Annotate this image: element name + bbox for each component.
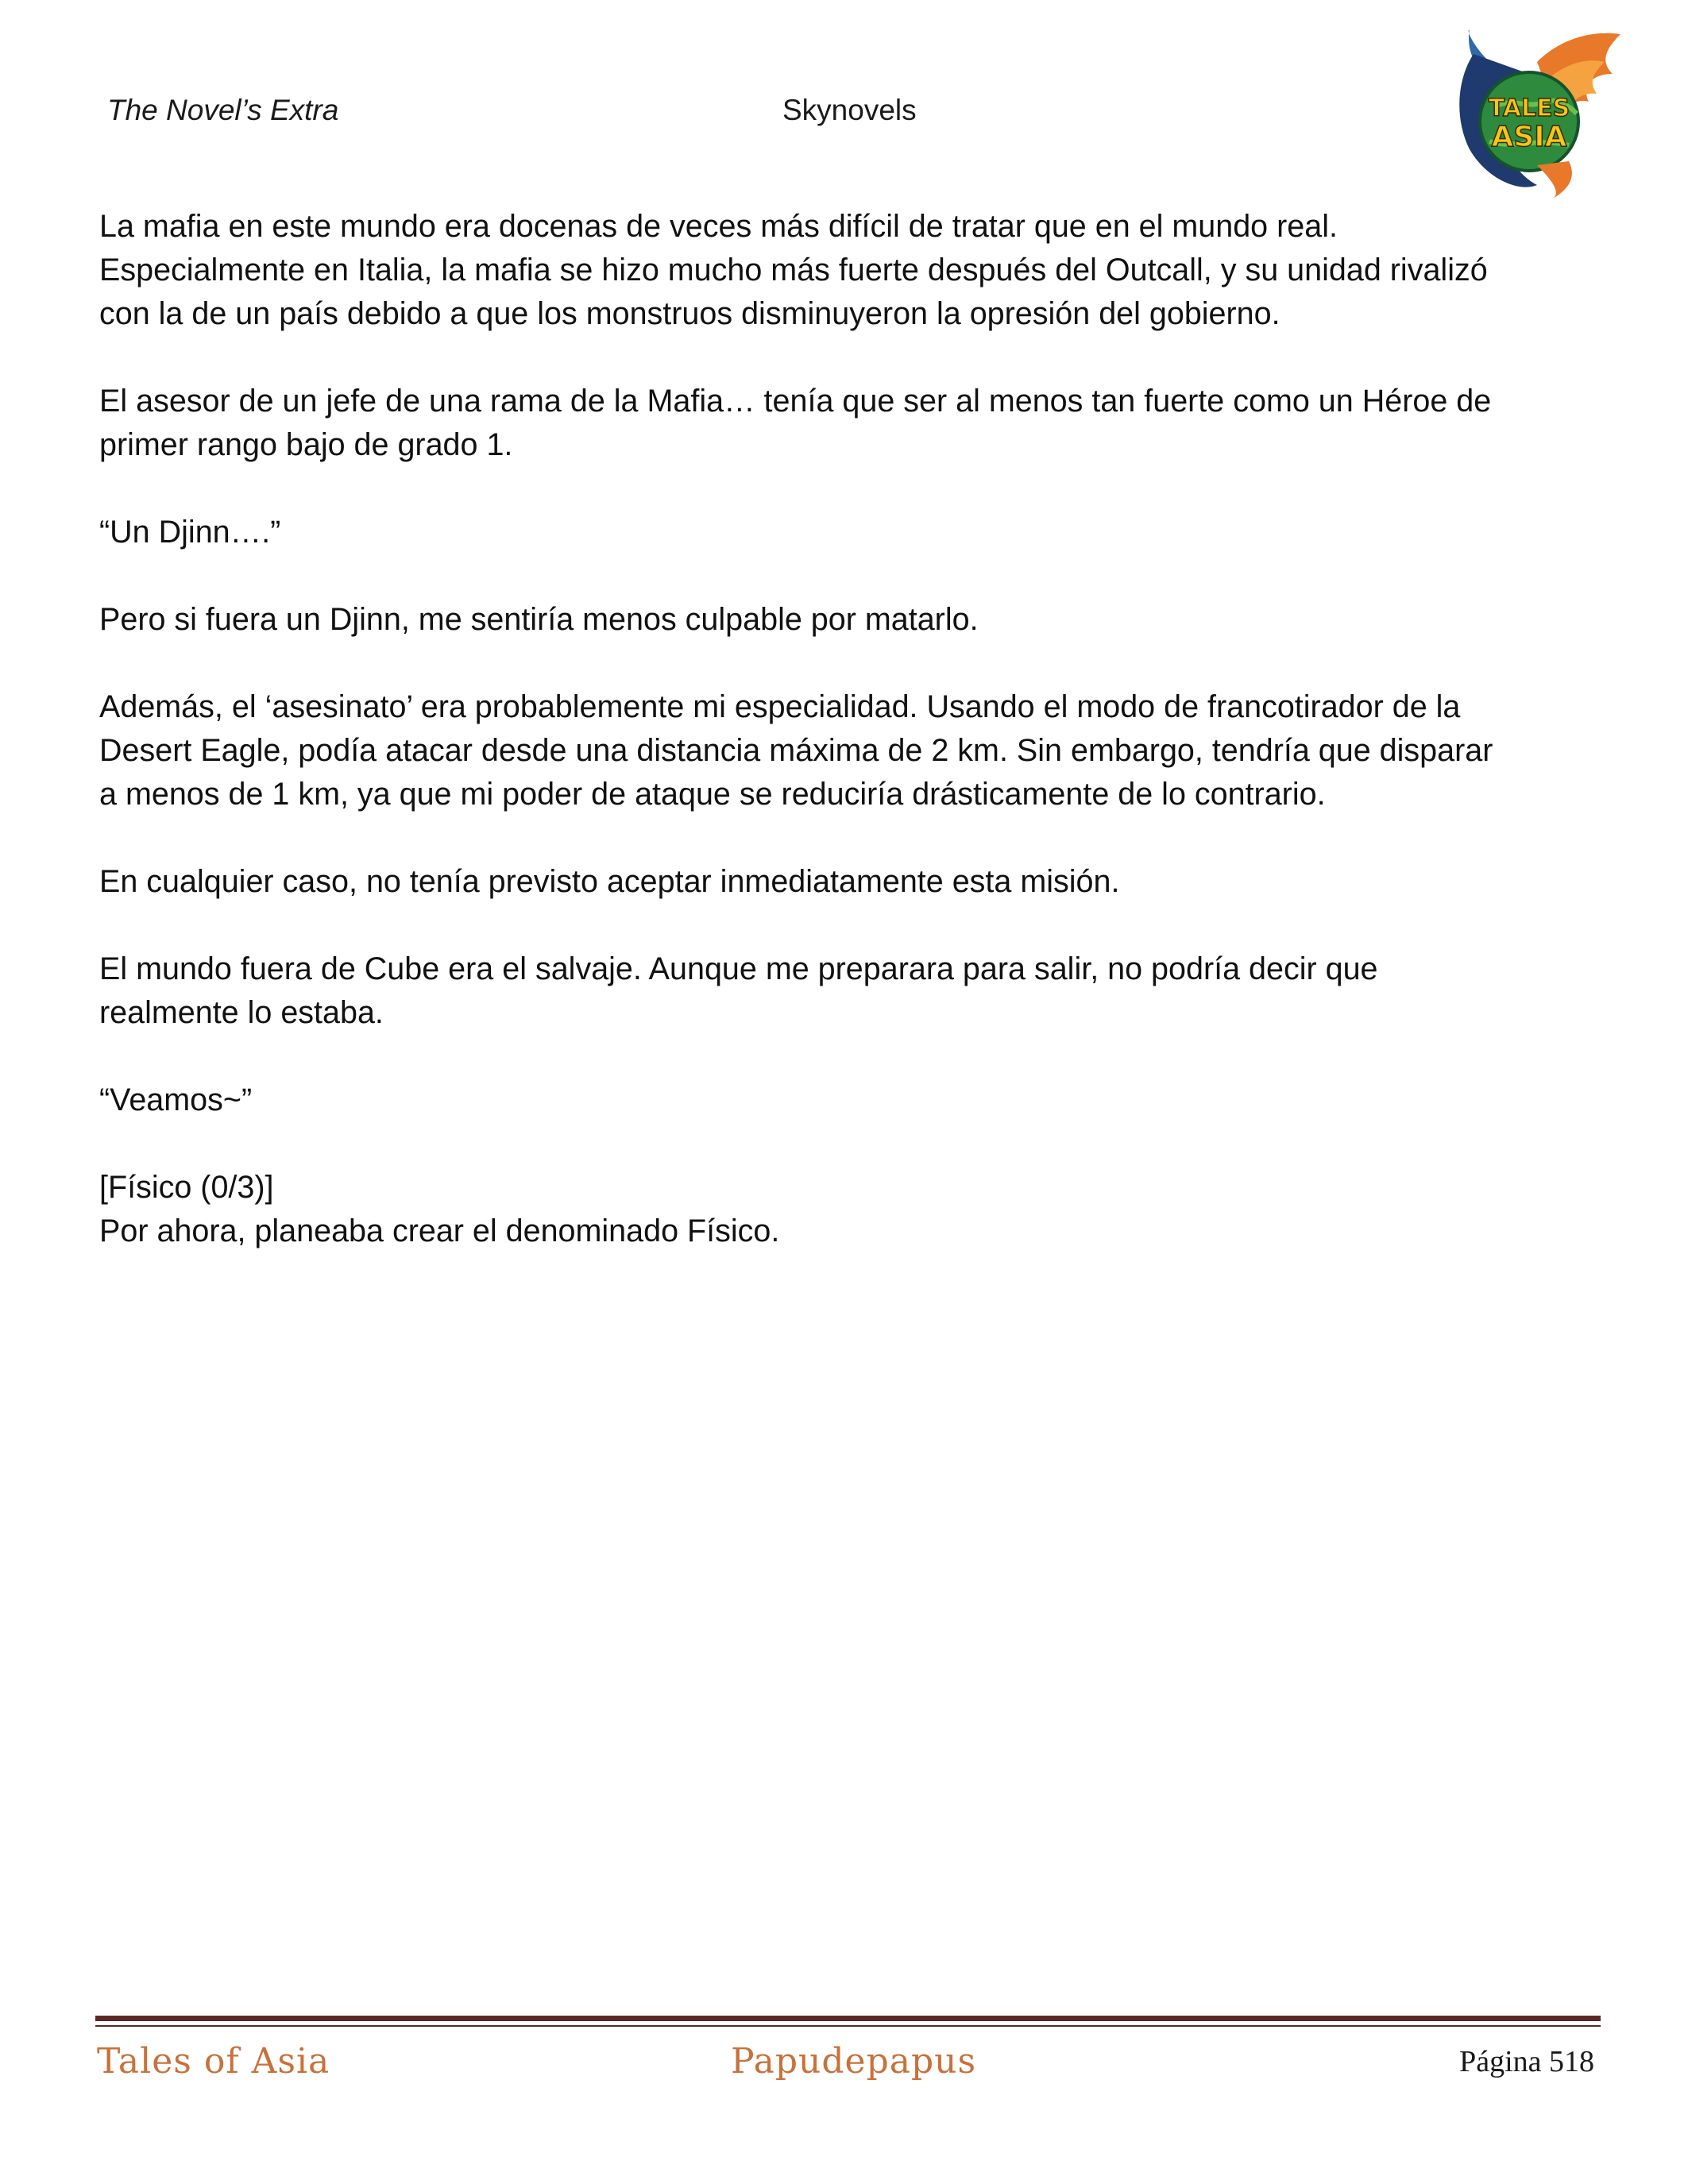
paragraph: Además, el ‘asesinato’ era probablemente mi especialidad. Usando el modo de francotirador de la Desert Eagle, podía atacar desde una distancia máxima de 2 km. Sin embargo, tendría que disparar a menos de 1 km, ya que mi poder de ataque se reduciría drásticamente de lo contrario.: [99, 689, 1493, 812]
paragraph: Por ahora, planeaba crear el denominado Físico.: [99, 1214, 780, 1248]
tales-of-asia-logo: [1442, 30, 1624, 199]
book-title: The Novel’s Extra: [107, 94, 339, 126]
logo-text-top: TALES: [1488, 95, 1570, 122]
paragraph: La mafia en este mundo era docenas de veces más difícil de tratar que en el mundo real. Especialmente en Italia, la mafia se hizo mucho más fuerte después del Outcall, y su unidad rivalizó con la de un país debido a que los monstruos disminuyeron la opresión del gobierno.: [99, 209, 1488, 331]
logo-text-bottom: ASIA: [1491, 121, 1567, 153]
footer-divider-thin: [95, 2025, 1601, 2027]
paragraph: “Veamos~”: [99, 1082, 253, 1117]
page-number: Página 518: [1459, 2045, 1594, 2078]
page-body: [99, 205, 1593, 1297]
paragraph: Pero si fuera un Djinn, me sentiría menos culpable por matarlo.: [99, 602, 979, 637]
footer-divider: [95, 2016, 1601, 2021]
paragraph: [Físico (0/3)]: [99, 1170, 274, 1205]
paragraph: El asesor de un jefe de una rama de la Mafia… tenía que ser al menos tan fuerte como un Héroe de primer rango bajo de grado 1.: [99, 384, 1492, 462]
footer-translator: Papudepapus: [731, 2041, 977, 2082]
paragraph: El mundo fuera de Cube era el salvaje. Aunque me preparara para salir, no podría decir que realmente lo estaba.: [99, 951, 1378, 1030]
paragraph: En cualquier caso, no tenía previsto aceptar inmediatamente esta misión.: [99, 864, 1120, 899]
site-name: Skynovels: [782, 94, 917, 126]
paragraph: “Un Djinn….”: [99, 515, 281, 550]
footer-publisher: Tales of Asia: [97, 2041, 330, 2082]
